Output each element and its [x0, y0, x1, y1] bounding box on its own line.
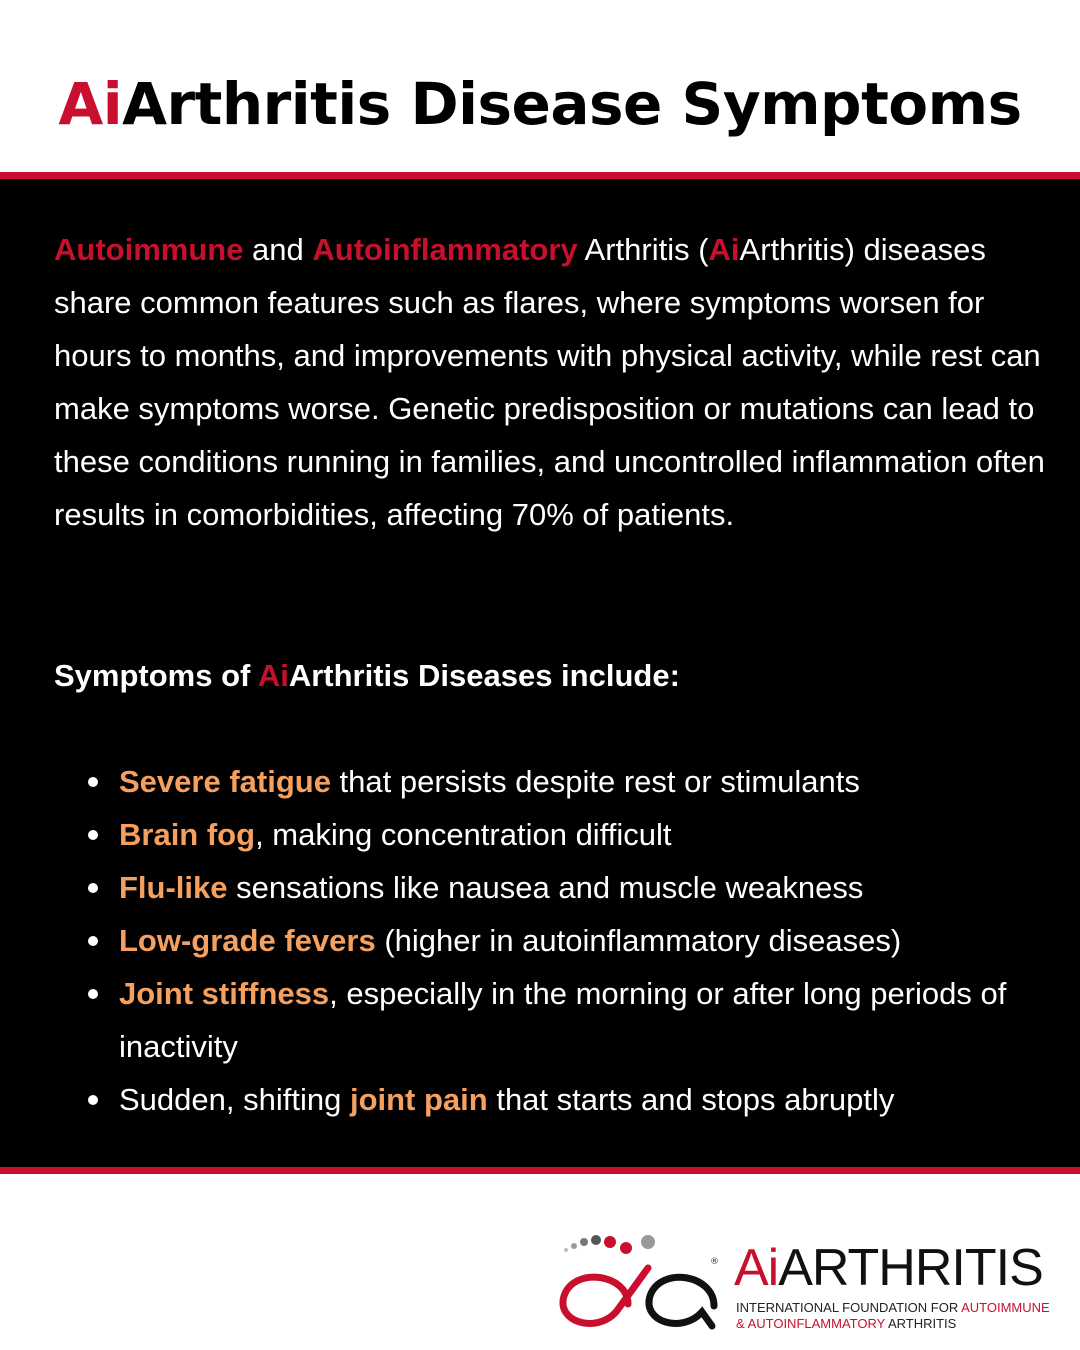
symptom-post: , especially in the morning or after long periods of inactivity — [119, 976, 1007, 1064]
logo-name-rest: ARTHRITIS — [778, 1239, 1043, 1297]
list-item — [54, 861, 1044, 914]
symptom-post: , making concentration difficult — [255, 817, 672, 852]
page-title — [0, 62, 1080, 146]
subhead-ai: Ai — [257, 658, 289, 693]
bullet-icon — [88, 989, 98, 999]
symptoms-heading — [54, 649, 1054, 702]
logo-tagline-line-1 — [736, 1300, 1050, 1316]
logo-line1-red: AUTOIMMUNE — [961, 1300, 1050, 1315]
list-item — [54, 755, 1044, 808]
bottom-red-rule — [0, 1167, 1080, 1174]
bullet-icon — [88, 883, 98, 893]
title-bar — [0, 0, 1080, 172]
intro-term-autoimmune: Autoimmune — [54, 232, 244, 267]
symptom-post: (higher in autoinflammatory diseases) — [375, 923, 902, 958]
logo-line1-pre: INTERNATIONAL FOUNDATION FOR — [736, 1300, 962, 1315]
symptom-highlight: Flu-like — [119, 870, 228, 905]
bullet-icon — [88, 936, 98, 946]
content-panel — [0, 179, 1080, 1167]
list-item — [54, 808, 1044, 861]
svg-text:®: ® — [710, 1257, 719, 1267]
intro-text-1: Arthritis ( — [577, 232, 709, 267]
logo-name-prefix: Ai — [734, 1239, 779, 1297]
symptom-highlight: Joint stiffness — [119, 976, 330, 1011]
list-item — [54, 967, 1044, 1073]
symptom-post: that starts and stops abruptly — [487, 1082, 895, 1117]
symptom-highlight: joint pain — [349, 1082, 488, 1117]
logo-tagline-line-2 — [736, 1316, 956, 1332]
symptom-highlight: Severe fatigue — [119, 764, 331, 799]
title-rest: Arthritis Disease Symptoms — [122, 70, 1022, 138]
top-red-rule — [0, 172, 1080, 179]
logo-line2-post: ARTHRITIS — [885, 1316, 957, 1331]
bullet-icon — [88, 1095, 98, 1105]
subhead-before: Symptoms of — [54, 658, 258, 693]
subhead-after: Arthritis Diseases include: — [288, 658, 680, 693]
symptom-list — [54, 755, 1044, 1126]
aiarthritis-logo-mark-icon — [556, 1234, 726, 1334]
logo-name — [734, 1240, 1043, 1296]
symptom-highlight: Brain fog — [119, 817, 256, 852]
symptom-post: sensations like nausea and muscle weakness — [227, 870, 864, 905]
bullet-icon — [88, 777, 98, 787]
logo-line2-red: & AUTOINFLAMMATORY — [736, 1316, 886, 1331]
bullet-icon — [88, 830, 98, 840]
intro-paragraph — [54, 223, 1054, 541]
intro-term-autoinflammatory: Autoinflammatory — [312, 232, 578, 267]
symptom-post: that persists despite rest or stimulants — [330, 764, 860, 799]
list-item — [54, 1073, 1044, 1126]
title-prefix: Ai — [58, 70, 123, 138]
aiarthritis-logo — [556, 1234, 1050, 1334]
symptom-pre: Sudden, shifting — [119, 1082, 350, 1117]
symptom-highlight: Low-grade fevers — [119, 923, 376, 958]
intro-and: and — [243, 232, 313, 267]
intro-ai: Ai — [708, 232, 740, 267]
intro-text-2: Arthritis) diseases share common features such as flares, where symptoms worsen for hours to months, and improvements with physical activity, while rest can make symptoms worse. Genetic predisposition or mutations can lead to these conditions running in families, and uncontrolled inflammation often results in comorbidities, affecting 70% of patients. — [54, 232, 1045, 532]
list-item — [54, 914, 1044, 967]
